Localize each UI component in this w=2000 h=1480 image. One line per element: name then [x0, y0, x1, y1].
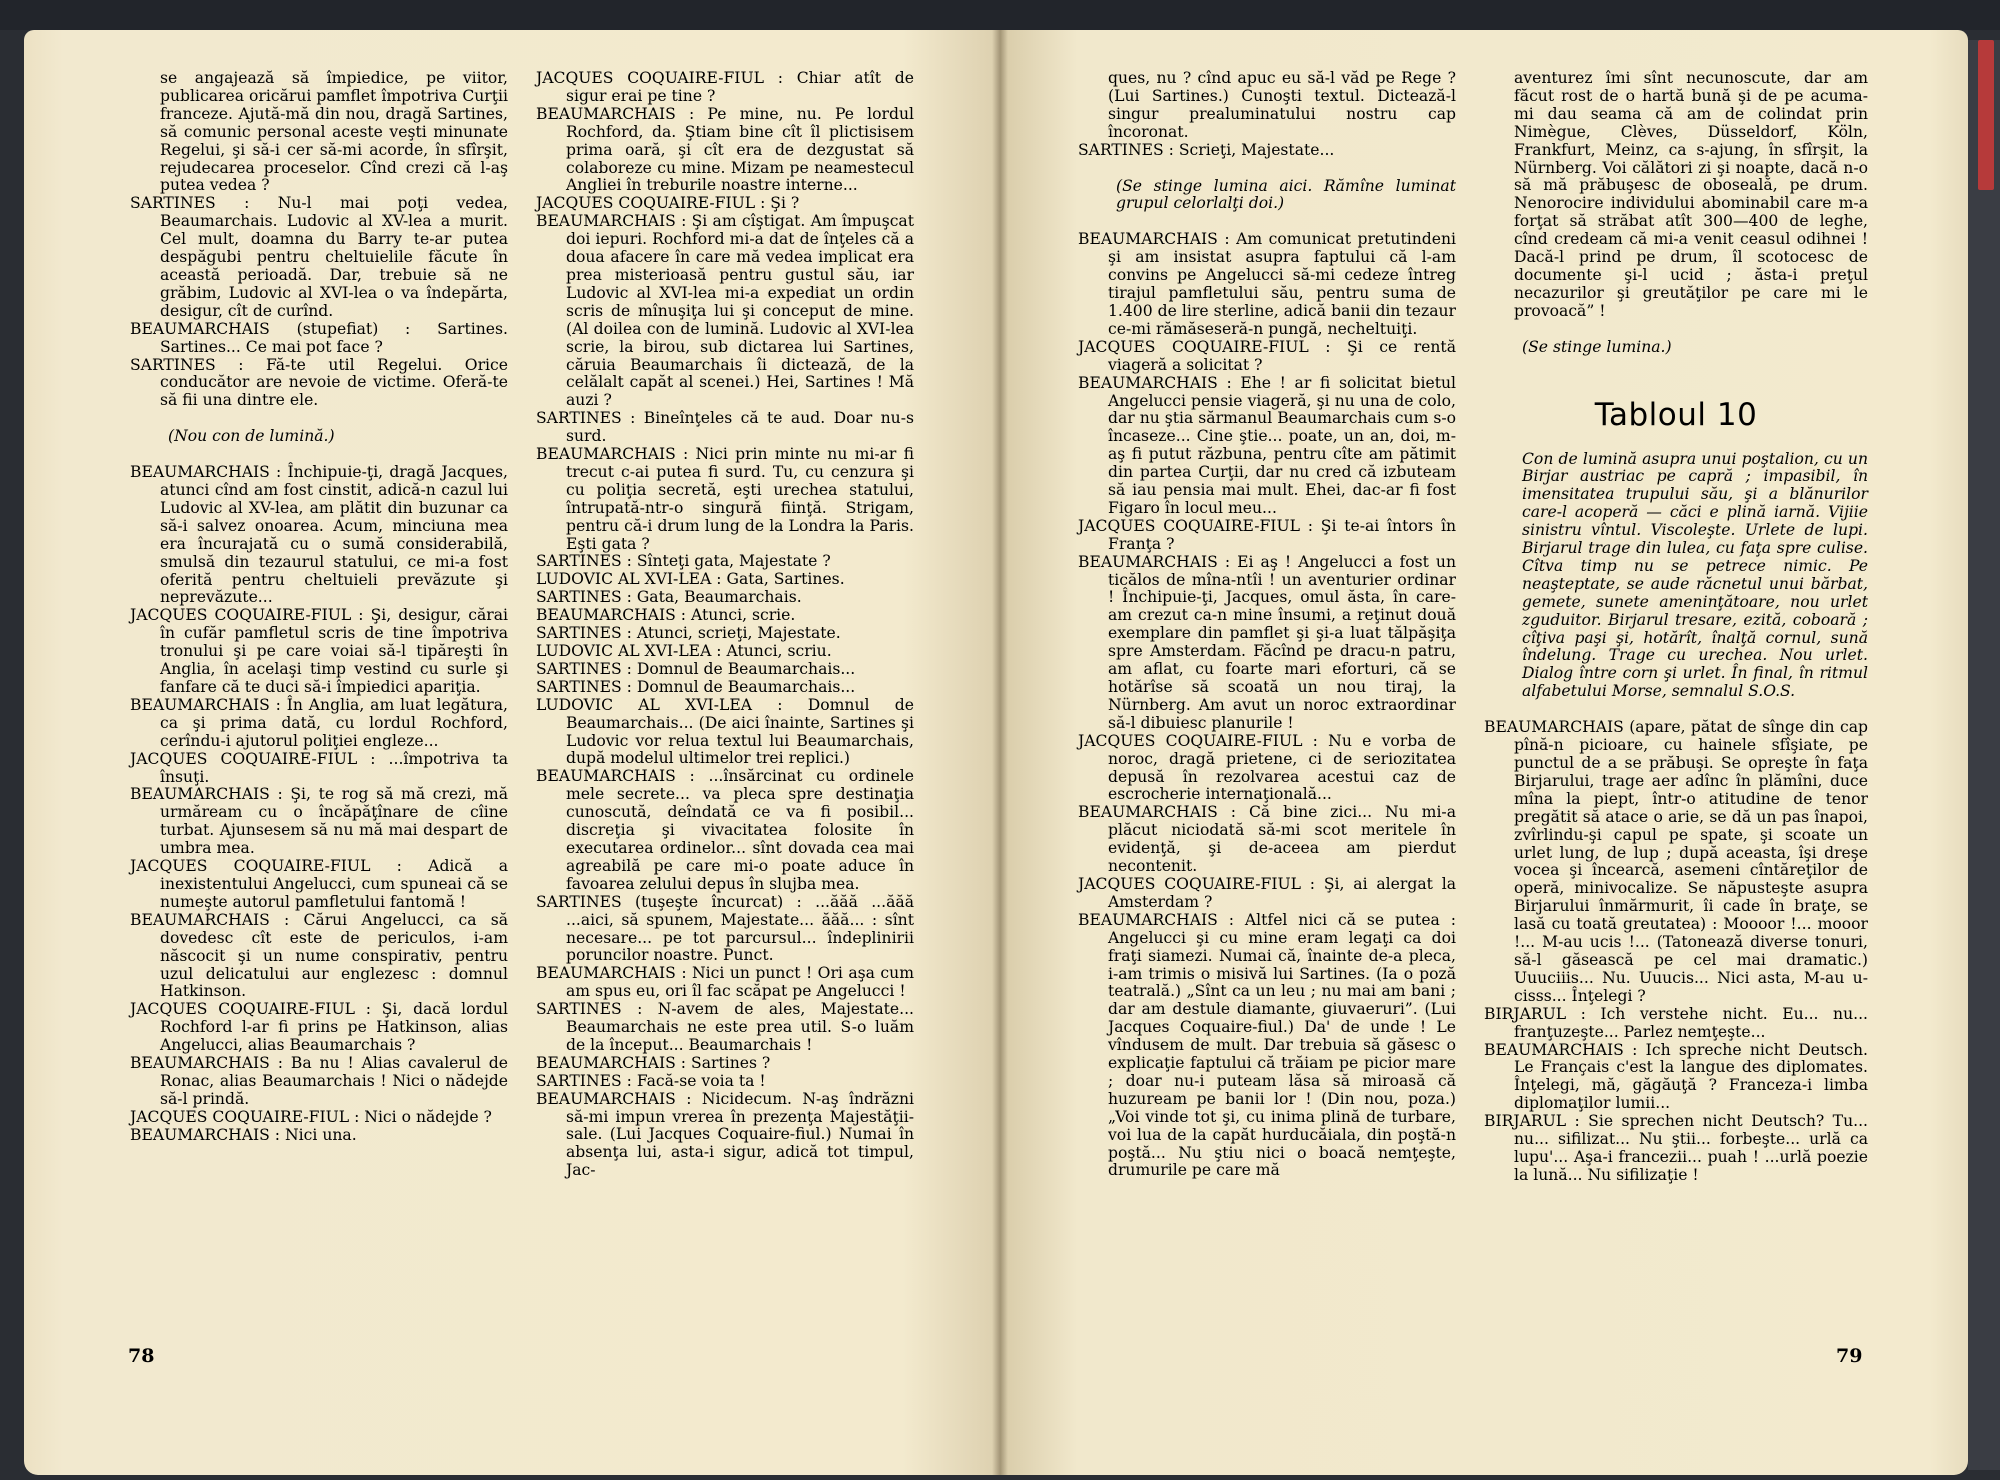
dialogue-line: SARTINES : Gata, Beaumarchais.	[536, 588, 802, 607]
dialogue-continuation: se angajează să împiedice, pe viitor, publicarea oricărui pamflet împotriva Curţii franceze. Ajută-mă din nou, dragă Sartines, să comunic personal aceste veşti minunate Regelui, şi să-i cer să-mi acorde, în sfîrşit, rejudecarea proceselor. Cînd crezi că l-aş putea vedea ?	[160, 69, 508, 195]
dialogue-line: SARTINES : Scrieţi, Majestate...	[1078, 140, 1335, 159]
dialogue-line: BEAUMARCHAIS : Nicidecum. N-aş îndrăzni să-mi impun vrerea în prezenţa Majestăţii-sale. (Lui Jacques Coquaire-fiul.) Numai în absenţa lui, asta-i sigur, adică tot timpul, Jac-	[536, 1089, 914, 1180]
dialogue-line: JACQUES COQUAIRE-FIUL : Şi ?	[536, 194, 800, 213]
dialogue-line: BEAUMARCHAIS : Cărui Angelucci, ca să dovedesc cît este de periculos, i-am născocit şi un nume conspirativ, pentru uzul delicatului aur englezesc : domnul Hatkinson.	[130, 910, 508, 1001]
dialogue-line: JACQUES COQUAIRE-FIUL : Şi, dacă lordul Rochford l-ar fi prins pe Hatkinson, alias Angelucci, alias Beaumarchais ?	[130, 1000, 508, 1055]
dialogue-line: BEAUMARCHAIS : Pe mine, nu. Pe lordul Rochford, da. Ştiam bine cît îl plictisisem prima oară, şi cît era de dezgustat să colaboreze cu mine. Mizam pe neamestecul Angliei în treburile noastre interne...	[536, 104, 914, 195]
stage-direction: Con de lumină asupra unui poştalion, cu un Birjar austriac pe capră ; impasibil, în imensitatea trupului său, şi a blănurilor care-l acoperă — căci e plină iarnă. Vijiie sinistru vîntul. Viscoleşte. Urlete de lupi. Birjarul trage din lulea, cu faţa spre culise. Cîtva timp nu se petrece nimic. Pe neaşteptate, se aude răcnetul unui bărbat, gemete, sunete ameninţătoare, nou urlet zguduitor. Birjarul tresare, ezită, coboară ; cîţiva paşi şi, hotărît, înalţă cornul, sună îndelung. Trage cu urechea. Nou urlet. Dialog între corn şi urlet. În final, în ritmul alfabetului Morse, semnalul S.O.S.	[1522, 449, 1868, 701]
dialogue-line: BEAUMARCHAIS (apare, pătat de sînge din cap pînă-n picioare, cu hainele sfîşiate, pe punctul de a se prăbuşi. Se opreşte în faţa Birjarului, trage aer adînc în plămîni, duce mîna la piept, într-o atitudine de tenor pregătit să atace o arie, se dă un pas înapoi, zvîrlindu-şi capul pe spate, şi scoate un urlet lung, de lup ; după aceasta, îşi dreşe vocea şi încearcă, asemeni cîntăreţilor de operă, minivocalize. Se năpusteşte asupra Birjarului înmărmurit, îi cade în braţe, se lasă cu toată greutatea) : Moooor !... mooor !... M-au ucis !... (Tatonează diverse tonuri, să-l găsească pe cel mai dramatic.) Uuuciiis... Nu. Uuucis... Nici asta, M-au u-cisss... Înţelegi ?	[1484, 718, 1868, 1005]
dialogue-line: BEAUMARCHAIS : Nici un punct ! Ori aşa cum am spus eu, ori îl fac scăpat pe Angelucci !	[536, 964, 914, 1001]
left-page-column-2	[536, 70, 914, 1180]
dialogue-line: SARTINES : Facă-se voia ta !	[536, 1071, 766, 1090]
dialogue-continuation: aventurez îmi sînt necunoscute, dar am făcut rost de o hartă bună şi de pe acuma-mi dau seama că am de colindat prin Nimègue, Clèves, Düsseldorf, Köln, Frankfurt, Meinz, ca s-ajung, în sfîrşit, la Nürnberg. Voi călători zi şi noapte, dacă n-o să mă prăbuşesc de oboseală, pe drum. Nenorocire individului abominabil care m-a forţat să străbat atît 300—400 de leghe, cînd credeam că mi-a venit ceasul odihnei ! Dacă-l prind pe drum, îl scotocesc de documente şi-l ucid ; ăsta-i preţul necazurilor şi greutăţilor pe care mi le provoacă” !	[1514, 69, 1868, 320]
book-edge	[1968, 40, 2000, 1470]
dialogue-line: JACQUES COQUAIRE-FIUL : Şi, desigur, cărai în cufăr pamfletul scris de tine împotriva tronului şi pe care voiai să-l tipăreşti în Anglia, în acelaşi timp vestind cu surle şi fanfare că te duci să-i împiedici apariţia.	[130, 606, 508, 696]
dialogue-line: BIRJARUL : Ich verstehe nicht. Eu... nu... franţuzeşte... Parlez nemţeşte...	[1484, 1004, 1868, 1041]
dialogue-line: BEAUMARCHAIS : Ei aş ! Angelucci a fost un ticălos de mîna-ntîi ! un aventurier ordinar ! Închipuie-ţi, Jacques, omul ăsta, în care-am crezut ca-n mine însumi, a reţinut două exemplare din pamflet şi şi-a luat tălpăşiţa spre Amsterdam. Făcînd pe dracu-n patru, am aflat, cu foarte mari eforturi, că se hotărîse să scoată un nou tiraj, la Nürnberg. Am avut un noroc extraordinar să-l dibuiesc planurile !	[1078, 552, 1456, 732]
dialogue-line: SARTINES : Atunci, scrieţi, Majestate.	[536, 624, 841, 643]
dialogue-line: BEAUMARCHAIS : Altfel nici că se putea : Angelucci şi cu mine eram legaţi ca doi fraţi siamezi. Numai că, înainte de-a pleca, i-am trimis o misivă lui Sartines. (Ia o poză teatrală.) „Sînt ca un leu ; nu mai am bani ; dar am destule diamante, giuvaeruri”. (Lui Jacques Coquaire-fiul.) Da' de unde ! Le vîndusem de mult. Dar trebuia să găsesc o explicaţie faptului că trăiam pe picior mare ; doar nu-i puteam lăsa să miroasă că huzuream pe banii lor ! (Din nou, poza.) „Voi vinde tot şi, cu inima plină de turbare, voi lua de la capăt hurducăiala, din poştă-n poştă... Nu ştiu nici o boacă nemţeşte, drumurile pe care mă	[1078, 910, 1456, 1180]
dialogue-line: SARTINES : Nu-l mai poţi vedea, Beaumarchais. Ludovic al XV-lea a murit. Cel mult, doamna du Barry te-ar putea despăgubi pentru cheltuielile făcute în această perioadă. Dar, trebuie să ne grăbim, Ludovic al XVI-lea o va îndepărta, desigur, cît de curînd.	[130, 194, 508, 320]
dialogue-line: JACQUES COQUAIRE-FIUL : Şi te-ai întors în Franţa ?	[1078, 516, 1456, 553]
scene-heading: Tabloul 10	[1594, 396, 1758, 433]
dialogue-line: JACQUES COQUAIRE-FIUL : Adică a inexistentului Angelucci, cum spuneai că se numeşte autorul pamfletului fantomă !	[130, 857, 508, 911]
dialogue-line: SARTINES : Domnul de Beaumarchais...	[536, 677, 856, 696]
dialogue-line: BEAUMARCHAIS (stupefiat) : Sartines. Sartines... Ce mai pot face ?	[130, 319, 508, 356]
dialogue-line: JACQUES COQUAIRE-FIUL : Nu e vorba de noroc, dragă prietene, ci de seriozitatea depusă în rezolvarea acestui caz de escrocherie internaţională...	[1078, 731, 1456, 804]
dialogue-line: BEAUMARCHAIS : Închipuie-ţi, dragă Jacques, atunci cînd am fost cinstit, adică-n cazul lui Ludovic al XV-lea, am plătit din buzunar ca să-i salvez onoarea. Acum, minciuna mea era încurajată cu o sumă considerabilă, smulsă din tezaurul statului, ce mi-a fost oferită pentru cheltuieli prevăzute şi neprevăzute...	[130, 463, 508, 607]
dialogue-line: BEAUMARCHAIS : Ba nu ! Alias cavalerul de Ronac, alias Beaumarchais ! Nici o nădejde să-l prindă.	[130, 1054, 508, 1108]
dialogue-line: BEAUMARCHAIS : Şi, te rog să mă crezi, mă urmăream cu o încăpăţînare de cîine turbat. Ajunsesem să nu mă mai despart de umbra mea.	[130, 785, 508, 858]
dialogue-line: BEAUMARCHAIS : ...însărcinat cu ordinele mele secrete... va pleca spre destinaţia cunoscută, deîndată ce va fi posibil... discreţia şi vivacitatea folosite în executarea ordinelor... sînt dovada cea mai agreabilă pe care mi-o poate aduce în favoarea zelului depus în slujba mea.	[536, 767, 914, 893]
stage-direction: (Se stinge lumina.)	[1522, 337, 1672, 356]
dialogue-line: SARTINES : Bineînţeles că te aud. Doar nu-s surd.	[536, 409, 914, 446]
dialogue-line: JACQUES COQUAIRE-FIUL : ...împotriva ta însuţi.	[130, 749, 508, 786]
right-page-column-1	[1078, 70, 1456, 1180]
dialogue-line: SARTINES : N-avem de ales, Majestate... Beaumarchais ne este prea util. S-o luăm de la început... Beaumarchais !	[536, 1000, 914, 1054]
dialogue-line: SARTINES : Domnul de Beaumarchais...	[536, 659, 856, 678]
dialogue-line: BEAUMARCHAIS : Am comunicat pretutindeni şi am insistat asupra faptului că l-am convins pe Angelucci să-mi cedeze întreg tirajul pamfletului său, pentru suma de 1.400 de lire sterline, adică banii din tezaur ce-mi rămăseseră-n pungă, necheltuiţi.	[1078, 230, 1456, 338]
dialogue-line: SARTINES : Sînteţi gata, Majestate ?	[536, 552, 831, 571]
dialogue-line: JACQUES COQUAIRE-FIUL : Şi ce rentă viageră a solicitat ?	[1078, 337, 1456, 374]
dialogue-line: JACQUES COQUAIRE-FIUL : Chiar atît de sigur erai pe tine ?	[536, 69, 914, 105]
dialogue-line: SARTINES (tuşeşte încurcat) : ...ăăă ...ăăă ...aici, să spunem, Majestate... ăăă... : sînt necesare... pe tot parcursul... îndeplinirii poruncilor noastre. Punct.	[536, 892, 914, 965]
dialogue-line: BEAUMARCHAIS : Nici una.	[130, 1125, 357, 1144]
dialogue-line: LUDOVIC AL XVI-LEA : Atunci, scriu.	[536, 642, 832, 660]
right-page-column-2	[1484, 70, 1868, 1185]
book-binding	[0, 0, 2000, 30]
dialogue-line: JACQUES COQUAIRE-FIUL : Şi, ai alergat la Amsterdam ?	[1078, 874, 1456, 911]
dialogue-line: BEAUMARCHAIS : Atunci, scrie.	[536, 606, 796, 625]
dialogue-line: LUDOVIC AL XVI-LEA : Gata, Sartines.	[536, 570, 845, 589]
page-number-left: 78	[128, 1345, 155, 1367]
bookmark-tab	[1978, 40, 1994, 190]
dialogue-continuation: ques, nu ? cînd apuc eu să-l văd pe Rege ? (Lui Sartines.) Cunoşti textul. Dictează-l singur prealuminatului nostru cap încoronat.	[1108, 69, 1456, 141]
stage-direction: (Se stinge lumina aici. Rămîne luminat grupul celorlalţi doi.)	[1116, 176, 1456, 213]
dialogue-line: BEAUMARCHAIS : Şi am cîştigat. Am împuşcat doi iepuri. Rochford mi-a dat de înţeles că a doua afacere în care mă vedea implicat era prea misterioasă pentru gustul său, iar Ludovic al XVI-lea mi-a expediat un ordin scris de mînuşiţa lui şi conceput de mine. (Al doilea con de lumină. Ludovic al XVI-lea scrie, la birou, sub dictarea lui Sartines, căruia Beaumarchais îi dictează, de la celălalt capăt al scenei.) Hei, Sartines ! Mă auzi ?	[536, 212, 914, 410]
dialogue-line: BEAUMARCHAIS : Sartines ?	[536, 1053, 771, 1072]
left-page-column-1	[130, 70, 508, 1145]
dialogue-line: BEAUMARCHAIS : Ehe ! ar fi solicitat bietul Angelucci pensie viageră, şi nu una de colo, dar nu ştia sărmanul Beaumarchais cum s-o încaseze... Cine ştie... poate, un an, doi, m-aş fi putut răzbuna, pentru cîte am pătimit din partea Curţii, dar nu cred că izbuteam să iau pensia mai mult. Ehei, dac-ar fi fost Figaro în locul meu...	[1078, 373, 1456, 517]
dialogue-line: BEAUMARCHAIS : Că bine zici... Nu mi-a plăcut niciodată să-mi scot meritele în evidenţă, şi de-aceea am pierdut necontenit.	[1078, 803, 1456, 876]
page-number-right: 79	[1836, 1345, 1863, 1367]
dialogue-line: LUDOVIC AL XVI-LEA : Domnul de Beaumarchais... (De aici înainte, Sartines şi Ludovic vor relua textul lui Beaumarchais, după modelul ultimelor trei replici.)	[536, 695, 914, 768]
page-gutter	[992, 30, 1008, 1475]
dialogue-line: BEAUMARCHAIS : Ich spreche nicht Deutsch. Le Français c'est la langue des diplomates. Înţelegi, mă, găgăuţă ? Franceza-i limba diplomaţilor lumii...	[1484, 1040, 1868, 1113]
stage-direction: (Nou con de lumină.)	[168, 427, 335, 446]
dialogue-line: SARTINES : Fă-te util Regelui. Orice conducător are nevoie de victime. Oferă-te să fii una dintre ele.	[130, 355, 508, 410]
dialogue-line: JACQUES COQUAIRE-FIUL : Nici o nădejde ?	[130, 1107, 492, 1126]
dialogue-line: BEAUMARCHAIS : În Anglia, am luat legătura, ca şi prima dată, cu lordul Rochford, cerîndu-i ajutorul poliţiei engleze...	[130, 695, 508, 750]
dialogue-line: BEAUMARCHAIS : Nici prin minte nu mi-ar fi trecut c-ai putea fi surd. Tu, cu cenzura şi cu poliţia secretă, eşti urechea statului, întrupată-ntr-o singură fiinţă. Strigam, pentru că-i drum lung de la Londra la Paris. Eşti gata ?	[536, 445, 914, 553]
dialogue-line: BIRJARUL : Sie sprechen nicht Deutsch? Tu... nu... sifilizat... Nu ştii... forbeşte... urlă ca lupu'... Aşa-i francezii... puah ! ...urlă poezie la lună... Nu sifilizaţie !	[1484, 1112, 1868, 1184]
